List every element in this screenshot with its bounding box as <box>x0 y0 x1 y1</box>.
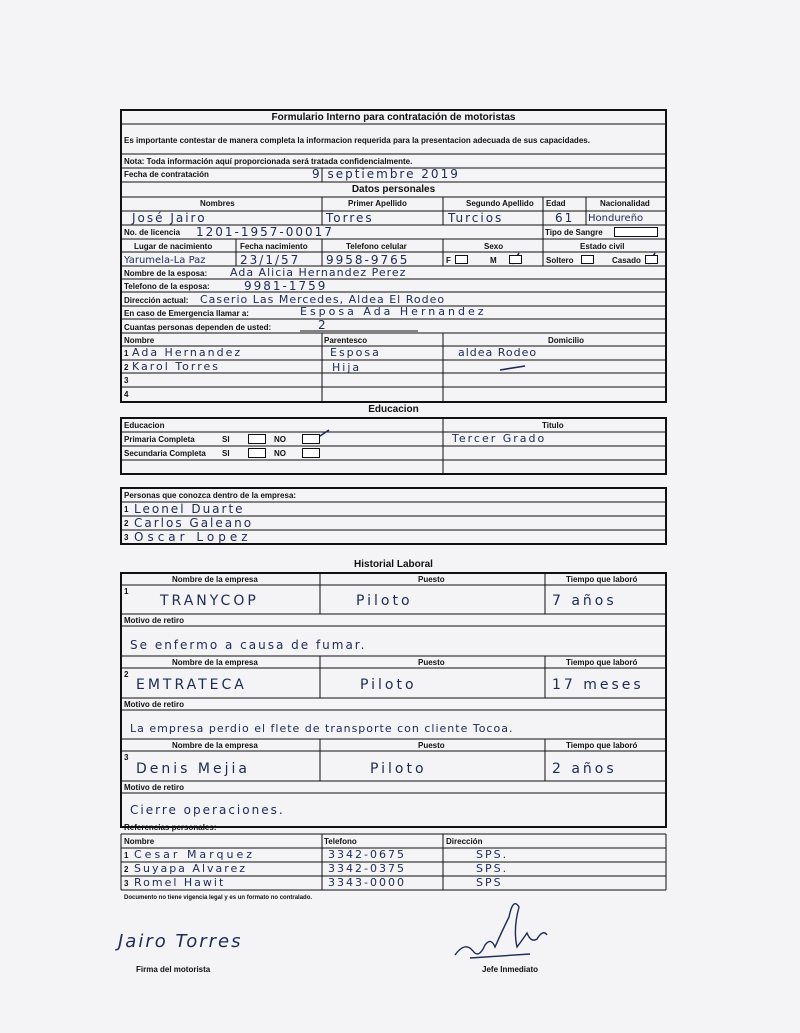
telefono-esposa-label: Telefono de la esposa: <box>124 282 210 291</box>
historial-header-puesto: Puesto <box>418 575 445 584</box>
licencia-value[interactable]: 1201-1957-00017 <box>196 225 334 239</box>
historial-motivo[interactable]: La empresa perdio el flete de transporte con cliente Tocoa. <box>130 722 514 735</box>
secundaria-no-label: NO <box>274 449 286 458</box>
historial-header-empresa: Nombre de la empresa <box>172 575 258 584</box>
licencia-label: No. de licencia <box>124 228 181 237</box>
referencia-nombre[interactable]: Romel Hawit <box>134 876 226 889</box>
historial-puesto[interactable]: Piloto <box>356 593 413 609</box>
sexo-m-checkbox[interactable] <box>509 255 522 264</box>
nombres-value[interactable]: José Jairo <box>132 211 207 225</box>
educacion-section-title: Educacion <box>368 404 419 415</box>
conocidos-label: Personas que conozca dentro de la empresa: <box>124 491 297 500</box>
referencia-direccion[interactable]: SPS. <box>476 848 509 861</box>
form-intro: Es importante contestar de manera completa la informacion requerida para la presentacion adecuada de sus capacidades. <box>124 136 590 145</box>
emergencia-value[interactable]: Esposa Ada Hernandez <box>300 305 487 318</box>
segundo-apellido-value[interactable]: Turcios <box>448 211 504 225</box>
referencia-nombre[interactable]: Suyapa Alvarez <box>134 862 248 875</box>
historial-motivo[interactable]: Cierre operaciones. <box>130 803 285 817</box>
dependiente-row-num: 3 <box>124 376 129 385</box>
header-nacionalidad: Nacionalidad <box>600 199 650 208</box>
telefono-celular-value[interactable]: 9958-9765 <box>326 253 410 267</box>
conocido-row-num: 1 <box>124 505 129 514</box>
historial-tiempo[interactable]: 17 meses <box>552 677 644 693</box>
dependiente-row-num: 1 <box>124 349 129 358</box>
header-telefono-celular: Telefono celular <box>346 242 407 251</box>
referencia-telefono[interactable]: 3343-0000 <box>328 876 406 889</box>
nacionalidad-value[interactable]: Hondureño <box>588 213 644 224</box>
header-sexo: Sexo <box>484 242 504 251</box>
header-edad: Edad <box>546 199 566 208</box>
primer-apellido-value[interactable]: Torres <box>326 211 374 225</box>
primaria-label: Primaria Completa <box>124 435 195 444</box>
historial-section-title: Historial Laboral <box>354 559 433 570</box>
historial-tiempo[interactable]: 2 años <box>552 761 617 777</box>
form-title: Formulario Interno para contratación de motoristas <box>271 112 516 123</box>
dependiente-nombre[interactable]: Karol Torres <box>132 360 221 373</box>
secundaria-si-checkbox[interactable] <box>248 448 266 458</box>
historial-puesto[interactable]: Piloto <box>370 761 427 777</box>
direccion-value[interactable]: Caserio Las Mercedes, Aldea El Rodeo <box>200 293 446 306</box>
fecha-nacimiento-value[interactable]: 23/1/57 <box>240 253 301 267</box>
header-lugar-nacimiento: Lugar de nacimiento <box>134 242 213 251</box>
telefono-esposa-value[interactable]: 9981-1759 <box>244 279 328 293</box>
secundaria-no-checkbox[interactable] <box>302 448 320 458</box>
referencia-row-num: 1 <box>124 851 129 860</box>
primaria-si-checkbox[interactable] <box>248 434 266 444</box>
dependiente-row-num: 4 <box>124 390 129 399</box>
disclaimer: Documento no tiene vigencia legal y es un formato no contralado. <box>124 895 313 901</box>
motivo-label: Motivo de retiro <box>124 616 185 625</box>
historial-empresa[interactable]: EMTRATECA <box>136 677 247 693</box>
esposa-value[interactable]: Ada Alicia Hernandez Perez <box>230 266 407 279</box>
dependen-label: Cuantas personas dependen de usted: <box>124 323 272 332</box>
referencia-nombre[interactable]: Cesar Marquez <box>134 848 255 861</box>
secundaria-si-label: SI <box>222 449 230 458</box>
referencia-direccion[interactable]: SPS <box>476 876 503 889</box>
dependiente-parentesco[interactable]: Hija <box>332 361 362 374</box>
primaria-no-label: NO <box>274 435 286 444</box>
sexo-f-label: F <box>446 256 451 265</box>
historial-motivo[interactable]: Se enfermo a causa de fumar. <box>130 638 367 652</box>
hire-date-label: Fecha de contratación <box>124 170 209 179</box>
motorista-signature: Jairo Torres <box>118 931 243 952</box>
referencia-telefono[interactable]: 3342-0675 <box>328 848 406 861</box>
header-primer-apellido: Primer Apellido <box>348 199 407 208</box>
primaria-si-label: SI <box>222 435 230 444</box>
edad-value[interactable]: 61 <box>555 211 575 225</box>
header-nombres: Nombres <box>200 199 235 208</box>
conocido-nombre[interactable]: Oscar Lopez <box>134 530 252 544</box>
primaria-no-checkbox[interactable] <box>302 434 320 444</box>
header-segundo-apellido: Segundo Apellido <box>466 199 534 208</box>
historial-header-tiempo: Tiempo que laboró <box>566 658 638 667</box>
historial-header-empresa: Nombre de la empresa <box>172 658 258 667</box>
historial-empresa[interactable]: TRANYCOP <box>160 593 259 609</box>
historial-row-num: 1 <box>124 587 129 596</box>
historial-row-num: 2 <box>124 670 129 679</box>
tipo-sangre-box[interactable] <box>614 227 658 237</box>
educacion-header: Educacion <box>124 421 165 430</box>
historial-empresa[interactable]: Denis Mejia <box>136 761 250 777</box>
referencias-header-direccion: Dirección <box>446 837 483 846</box>
header-estado-civil: Estado civil <box>580 242 625 251</box>
dependientes-header-domicilio: Domicilio <box>548 336 585 345</box>
conocido-nombre[interactable]: Carlos Galeano <box>134 516 254 530</box>
motivo-label: Motivo de retiro <box>124 700 185 709</box>
esposa-label: Nombre de la esposa: <box>124 269 208 278</box>
titulo-value[interactable]: Tercer Grado <box>452 432 547 445</box>
historial-tiempo[interactable]: 7 años <box>552 593 617 609</box>
secundaria-label: Secundaria Completa <box>124 449 206 458</box>
referencia-direccion[interactable]: SPS. <box>476 862 509 875</box>
tipo-sangre-label: Tipo de Sangre <box>545 228 603 237</box>
header-fecha-nacimiento: Fecha nacimiento <box>240 242 308 251</box>
titulo-header: Titulo <box>542 421 564 430</box>
soltero-checkbox[interactable] <box>581 255 594 264</box>
casado-checkbox[interactable] <box>645 255 658 264</box>
dependientes-header-parentesco: Parentesco <box>324 336 368 345</box>
hire-date-value[interactable]: 9 septiembre 2019 <box>312 167 460 181</box>
conocido-row-num: 2 <box>124 519 129 528</box>
historial-header-puesto: Puesto <box>418 741 445 750</box>
direccion-label: Dirección actual: <box>124 296 189 305</box>
conocido-nombre[interactable]: Leonel Duarte <box>134 502 245 516</box>
dependen-value[interactable]: 2 <box>318 318 328 332</box>
referencia-telefono[interactable]: 3342-0375 <box>328 862 406 875</box>
jefe-signature-strokes <box>455 904 547 958</box>
soltero-label: Soltero <box>546 256 574 265</box>
firma-motorista-label: Firma del motorista <box>136 965 211 974</box>
historial-header-tiempo: Tiempo que laboró <box>566 741 638 750</box>
conocido-row-num: 3 <box>124 533 129 542</box>
casado-label: Casado <box>612 256 641 265</box>
form-note: Nota: Toda información aquí proporcionada será tratada confidencialmente. <box>124 157 413 166</box>
historial-header-tiempo: Tiempo que laboró <box>566 575 638 584</box>
dependiente-row-num: 2 <box>124 363 129 372</box>
dependiente-domicilio[interactable]: aldea Rodeo <box>458 346 538 359</box>
historial-header-empresa: Nombre de la empresa <box>172 741 258 750</box>
lugar-nacimiento-value[interactable]: Yarumela-La Paz <box>124 255 206 266</box>
emergencia-label: En caso de Emergencia llamar a: <box>124 309 249 318</box>
historial-header-puesto: Puesto <box>418 658 445 667</box>
personal-section-title: Datos personales <box>351 184 436 195</box>
historial-row-num: 3 <box>124 753 129 762</box>
referencias-header-nombre: Nombre <box>124 837 155 846</box>
referencias-label: Referencias personales: <box>124 823 217 832</box>
referencia-row-num: 3 <box>124 879 129 888</box>
referencias-header-telefono: Telefono <box>324 837 357 846</box>
dependiente-nombre[interactable]: Ada Hernandez <box>132 346 243 359</box>
sexo-f-checkbox[interactable] <box>455 255 468 264</box>
referencia-row-num: 2 <box>124 865 129 874</box>
historial-puesto[interactable]: Piloto <box>360 677 417 693</box>
jefe-inmediato-label: Jefe Inmediato <box>482 965 539 974</box>
sexo-m-label: M <box>490 256 497 265</box>
motivo-label: Motivo de retiro <box>124 783 185 792</box>
dependiente-parentesco[interactable]: Esposa <box>330 346 381 359</box>
dependientes-header-nombre: Nombre <box>124 336 155 345</box>
